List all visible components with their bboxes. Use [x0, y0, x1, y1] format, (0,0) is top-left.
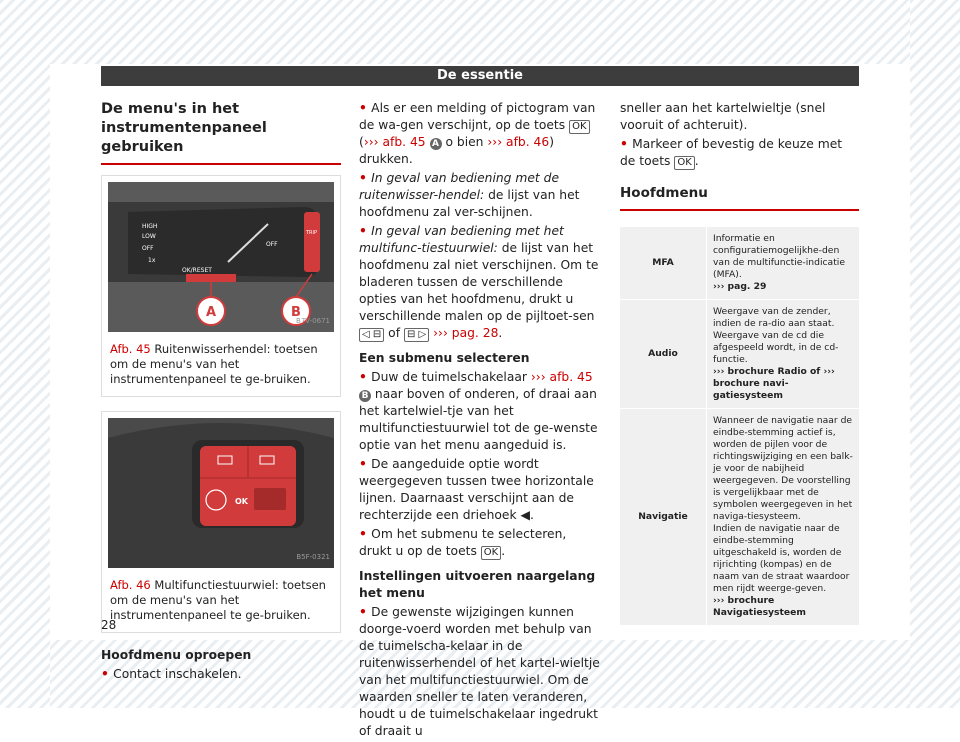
bullet-item: • Duw de tuimelschakelaar ››› afb. 45 B naar boven of onderen, of draai aan het kartelwiel-tje van het multifunctiestuurwiel tot de ge-wenste optie van het menu aangeduid is.	[359, 370, 598, 452]
figure-46-caption	[102, 574, 340, 632]
description-line: Weergave van de zender, indien de ra-dio aan staat.	[713, 306, 835, 329]
figure-45	[101, 175, 341, 397]
menu-option-name: Navigatie	[620, 409, 707, 626]
description-line: Indien de navigatie naar de eindbe-stemming uitgeschakeld is, worden de rijrichting (kompas) en de naam van de straat waardoor men rijdt weerge-geven.	[713, 523, 850, 594]
label-high: HIGH	[142, 223, 158, 230]
menu-option-name: Audio	[620, 300, 707, 409]
steering-wheel-illustration	[108, 418, 334, 568]
figure-code: B7V-0671	[296, 317, 330, 325]
label-low: LOW	[142, 233, 156, 240]
page-number: 28	[101, 618, 117, 632]
hatch-border-right	[910, 0, 960, 708]
label-trip: TRIP	[306, 230, 318, 236]
bullet-item: • In geval van bediening met de ruitenwisser-hendel: de lijst van het hoofdmenu zal ver-schijnen.	[359, 171, 580, 219]
figure-45-caption	[102, 338, 340, 396]
figure-ref-link[interactable]: ››› afb. 45	[363, 135, 426, 149]
ok-key: OK	[569, 120, 589, 134]
arrow-right-key-icon: ⊟ ▷	[404, 328, 429, 342]
marker-b: B	[359, 390, 371, 402]
subheading-open-menu: Hoofdmenu oproepen	[101, 648, 252, 662]
label-okreset: OK/RESET	[182, 267, 212, 274]
continued-text: sneller aan het kartelwieltje (snel vooruit of achteruit).	[620, 101, 826, 132]
marker-b: B	[291, 305, 301, 320]
description-line: Weergave van de cd die afgespeeld wordt, in de cd-functie.	[713, 330, 839, 365]
figure-code: B5F-0321	[296, 553, 330, 561]
main-menu-table	[620, 227, 859, 626]
bullet-item: • Als er een melding of pictogram van de wa-gen verschijnt, op de toets OK (››› afb. 45 A o bien ››› afb. 46) drukken.	[359, 101, 596, 166]
figure-46-image	[108, 418, 334, 568]
bullet-item: • Om het submenu te selecteren, drukt u op de toets OK .	[359, 527, 567, 558]
ok-key: OK	[481, 546, 501, 560]
hatch-border-top	[0, 0, 960, 64]
section-divider	[101, 163, 341, 165]
figure-label: Afb. 45	[110, 342, 151, 356]
label-ok: OK	[235, 497, 248, 506]
section-divider	[620, 209, 859, 211]
triangle-left-icon: ◀	[520, 508, 530, 522]
label-off: OFF	[142, 245, 154, 252]
bullet-item: • Contact inschakelen.	[101, 667, 242, 681]
description-line: Informatie en configuratiemogelijkhe-den van de multifunctie-indicatie (MFA).	[713, 233, 845, 280]
bullet-item: • Markeer of bevestig de keuze met de toets OK .	[620, 137, 843, 168]
arrow-left-key-icon: ◁ ⊟	[359, 328, 384, 342]
marker-a: A	[206, 305, 217, 320]
table-row	[620, 227, 859, 300]
table-row	[620, 300, 859, 409]
label-off2: OFF	[266, 241, 278, 248]
subheading-select-submenu: Een submenu selecteren	[359, 351, 530, 365]
page-header: De essentie	[101, 66, 859, 86]
figure-label: Afb. 46	[110, 578, 151, 592]
figure-ref-link[interactable]: ››› afb. 46	[487, 135, 550, 149]
section-title-main-menu: Hoofdmenu	[620, 185, 708, 201]
cross-reference-link[interactable]: ››› pag. 29	[713, 281, 767, 292]
table-row	[620, 409, 859, 626]
column-1	[101, 100, 341, 685]
figure-45-image	[108, 182, 334, 332]
cross-reference-link[interactable]: ››› brochure Radio of ››› brochure navi-gatiesysteem	[713, 366, 835, 401]
figure-ref-link[interactable]: ››› afb. 45	[530, 370, 593, 384]
column-3	[620, 100, 859, 221]
page-ref-link[interactable]: ››› pag. 28	[433, 326, 499, 340]
section-title: De menu's in het instrumentenpaneel gebruiken	[101, 101, 267, 155]
figure-46	[101, 411, 341, 633]
menu-option-description	[707, 227, 860, 300]
menu-option-description	[707, 409, 860, 626]
menu-option-description	[707, 300, 860, 409]
label-1x: 1x	[148, 257, 156, 264]
bullet-item: • De gewenste wijzigingen kunnen doorge-voerd worden met behulp van de tuimelscha-kelaar in de ruitenwisserhendel of het kartel-wieltje van het multifunctiestuurwiel. Om de waarden sneller te laten veranderen, houdt u de tuimelschakelaar ingedrukt of draait u	[359, 605, 600, 738]
hatch-border-left	[0, 0, 50, 708]
caption-text: Multifunctiestuurwiel: toetsen om de menu's van het instrumentenpaneel te ge-bruiken.	[110, 578, 326, 622]
wiper-lever-illustration	[108, 182, 334, 332]
subheading-settings: Instellingen uitvoeren naargelang het menu	[359, 569, 596, 600]
marker-a: A	[430, 138, 442, 150]
bullet-item: • In geval van bediening met het multifunc-tiestuurwiel: de lijst van het hoofdmenu zal niet verschijnen. Om te bladeren tussen de verschillende opties van het hoofdmenu, drukt u verschillende malen op de pijltoet-sen ◁ ⊟ of ⊟ ▷ ››› pag. 28.	[359, 224, 599, 340]
caption-text: Ruitenwisserhendel: toetsen om de menu's van het instrumentenpaneel te ge-bruiken.	[110, 342, 318, 386]
bullet-item: • De aangeduide optie wordt weergegeven tussen twee horizontale lijnen. Daarnaast verschijnt aan de rechterzijde een driehoek ◀.	[359, 457, 594, 522]
menu-option-name: MFA	[620, 227, 707, 300]
cross-reference-link[interactable]: ››› brochure Navigatiesysteem	[713, 595, 806, 618]
ok-key: OK	[674, 156, 694, 170]
column-2	[359, 100, 602, 742]
description-line: Wanneer de navigatie naar de eindbe-stemming actief is, worden de pijlen voor de richtingswijziging en een balk-je voor de nabijheid weergegeven. De voorstelling is vergelijkbaar met de symbolen weergegeven in het naviga-tiesysteem.	[713, 415, 853, 522]
